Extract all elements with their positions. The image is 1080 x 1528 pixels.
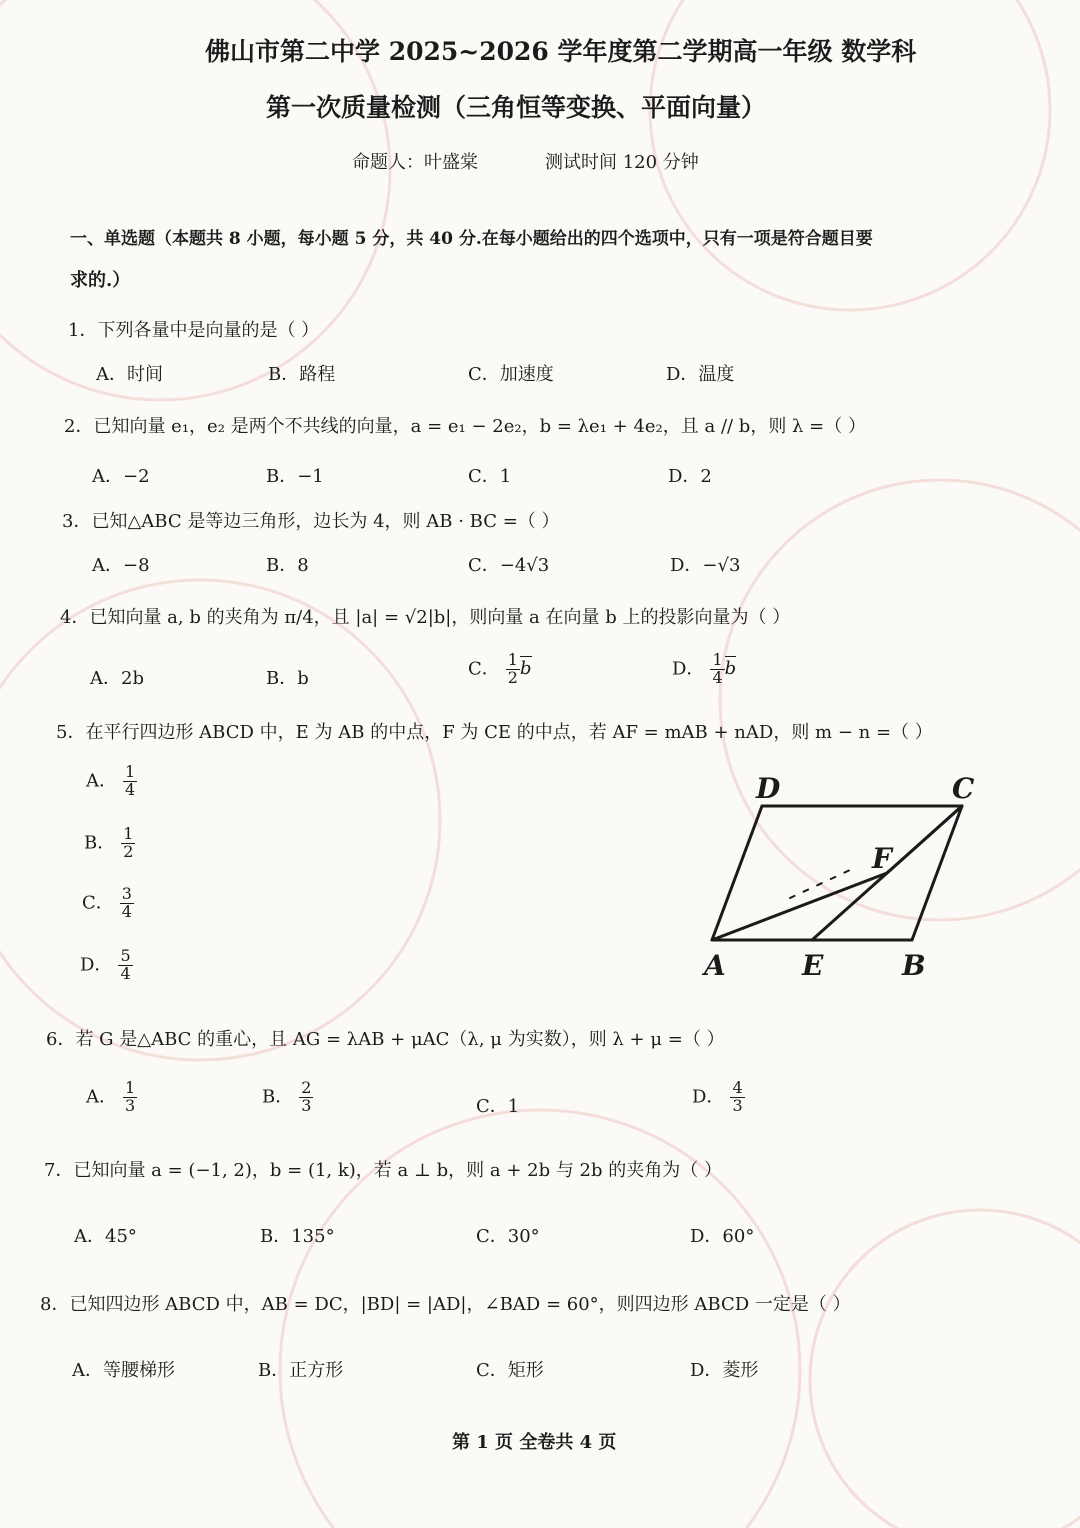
q4-option-d-fraction: $\frac{1}{4}$ [712, 650, 723, 687]
q6-option-d[interactable]: D． $\frac{4}{3}$ [692, 1078, 743, 1115]
q4-option-c-vector: b [519, 658, 532, 680]
q8-option-c[interactable]: C．矩形 [476, 1360, 544, 1381]
q4-option-d-vector: b [724, 658, 737, 680]
section-heading: 一、单选题（本题共 8 小题，每小题 5 分，共 40 分.在每小题给出的四个选项中，只有一项是符合题目要 [70, 229, 873, 249]
q2-option-d[interactable]: D．2 [668, 466, 712, 487]
q2-option-b[interactable]: B．−1 [266, 466, 324, 487]
label-D: D [756, 772, 781, 805]
question-2: 2．已知向量 e₁，e₂ 是两个不共线的向量，a = e₁ − 2e₂，b = λe₁ + 4e₂，且 a // b，则 λ =（ ） [64, 416, 866, 437]
q6-option-b[interactable]: B． $\frac{2}{3}$ [262, 1078, 312, 1115]
parallelogram-figure [690, 770, 990, 990]
question-3: 3．已知△ABC 是等边三角形，边长为 4，则 AB · BC =（ ） [62, 511, 560, 532]
q4-option-d[interactable] [672, 652, 736, 687]
q3-option-a[interactable]: A．−8 [92, 555, 150, 576]
q6-option-a[interactable]: A． $\frac{1}{3}$ [86, 1078, 136, 1115]
q8-option-d[interactable]: D．菱形 [690, 1360, 759, 1381]
q5-option-d[interactable]: D． $\frac{5}{4}$ [80, 946, 131, 983]
section-heading-cont: 求的.） [70, 270, 131, 291]
q4-option-c[interactable] [468, 652, 532, 687]
q3-option-c[interactable]: C．−4√3 [468, 555, 550, 576]
exam-title-line1: 佛山市第二中学 2025~2026 学年度第二学期高一年级 数学科 [205, 37, 917, 66]
q1-option-a[interactable]: A．时间 [96, 364, 163, 385]
q4-option-c-fraction: $\frac{1}{2}$ [507, 650, 518, 687]
q7-option-c[interactable]: C．30° [476, 1226, 540, 1247]
q8-option-b[interactable]: B．正方形 [258, 1360, 344, 1381]
q1-option-c[interactable]: C．加速度 [468, 364, 554, 385]
q4-option-d-label: D． [672, 658, 705, 680]
q1-option-b[interactable]: B．路程 [268, 364, 336, 385]
q2-option-a[interactable]: A．−2 [92, 466, 150, 487]
question-6: 6．若 G 是△ABC 的重心，且 AG = λAB + μAC（λ, μ 为实数），则 λ + μ =（ ） [46, 1029, 725, 1050]
q2-option-c[interactable]: C．1 [468, 466, 512, 487]
q4-option-b[interactable]: B．b [266, 668, 309, 689]
q1-option-d[interactable]: D．温度 [666, 364, 735, 385]
q3-option-b[interactable]: B．8 [266, 555, 309, 576]
label-C: C [952, 772, 975, 805]
label-E: E [802, 949, 824, 982]
q5-option-c[interactable]: C． $\frac{3}{4}$ [82, 884, 132, 921]
question-7: 7．已知向量 a = (−1, 2)，b = (1, k)，若 a ⊥ b，则 a + 2b 与 2b 的夹角为（ ） [44, 1160, 722, 1181]
q3-option-d[interactable]: D．−√3 [670, 555, 741, 576]
q4-option-c-label: C． [468, 658, 500, 680]
q7-option-d[interactable]: D．60° [690, 1226, 755, 1247]
edge-da [712, 806, 762, 940]
q4-option-a[interactable]: A．2b [90, 668, 144, 689]
question-4: 4．已知向量 a, b 的夹角为 π/4，且 |a| = √2|b|，则向量 a 在向量 b 上的投影向量为（ ） [60, 607, 791, 628]
segment-af [712, 873, 887, 940]
q5-option-b[interactable]: B． $\frac{1}{2}$ [84, 824, 134, 861]
q7-option-b[interactable]: B．135° [260, 1226, 335, 1247]
segment-fc-dashed [790, 870, 850, 898]
question-8: 8．已知四边形 ABCD 中，AB = DC，|BD| = |AD|，∠BAD = 60°，则四边形 ABCD 一定是（ ） [40, 1294, 851, 1315]
exam-title-line2: 第一次质量检测（三角恒等变换、平面向量） [266, 93, 767, 122]
question-1: 1．下列各量中是向量的是（ ） [68, 320, 320, 341]
q5-option-a[interactable]: A． $\frac{1}{4}$ [86, 762, 136, 799]
author-label: 命题人：叶盛棠 [352, 152, 478, 173]
q8-option-a[interactable]: A．等腰梯形 [72, 1360, 175, 1381]
edge-bc [912, 806, 962, 940]
label-B: B [902, 949, 926, 982]
duration-label: 测试时间 120 分钟 [545, 152, 699, 173]
label-A: A [704, 949, 726, 982]
label-F: F [872, 842, 892, 875]
page-footer: 第 1 页 全卷共 4 页 [452, 1432, 617, 1453]
q6-option-c[interactable]: C．1 [476, 1096, 520, 1117]
q7-option-a[interactable]: A．45° [74, 1226, 137, 1247]
question-5: 5．在平行四边形 ABCD 中，E 为 AB 的中点，F 为 CE 的中点，若 AF = mAB + nAD，则 m − n =（ ） [56, 722, 933, 743]
